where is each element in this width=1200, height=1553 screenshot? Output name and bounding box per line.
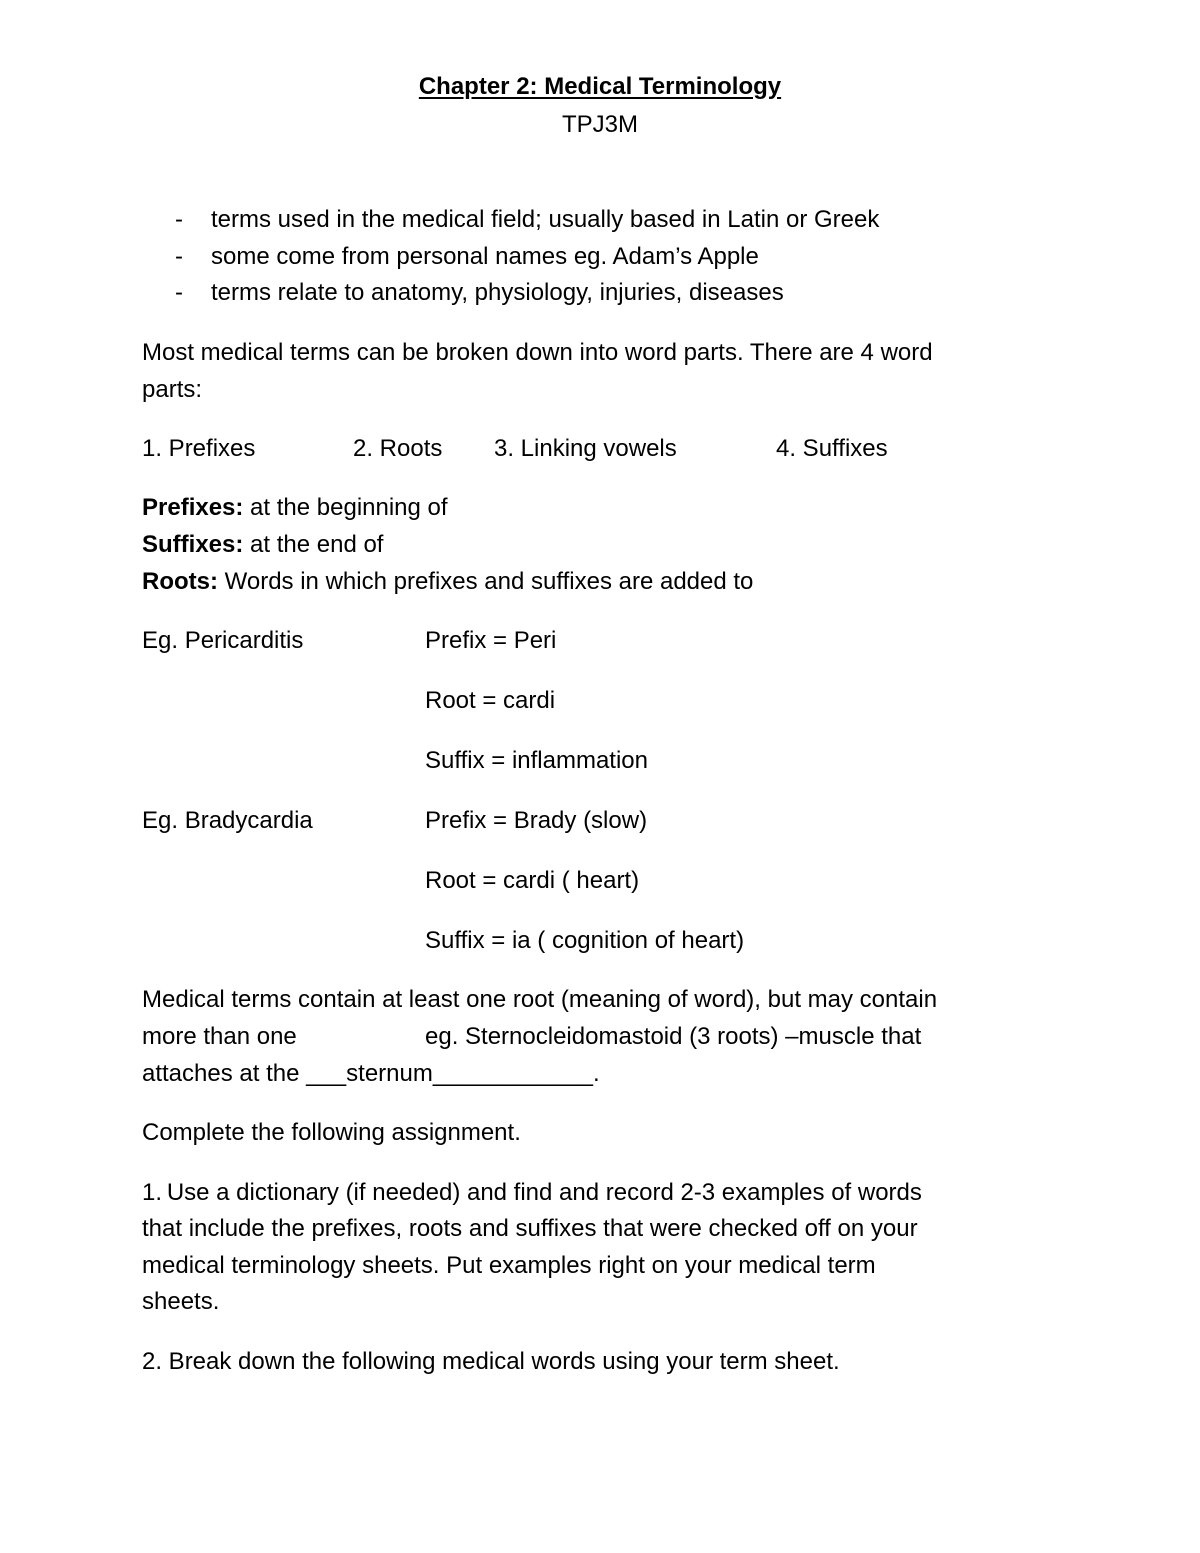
bullet-dash: - (175, 206, 183, 233)
example-part: Prefix = Peri (425, 627, 557, 654)
page-title: Chapter 2: Medical Terminology (418, 73, 782, 100)
definition-term: Suffixes: (142, 531, 244, 558)
word-part-item: 3. Linking vowels (494, 435, 677, 462)
definition-text: Words in which prefixes and suffixes are added to (217, 568, 754, 595)
bullet-item: some come from personal names eg. Adam’s Apple (211, 243, 759, 270)
definition-roots (142, 570, 753, 594)
definition-text: at the beginning of (243, 494, 448, 521)
roots-note-line: Medical terms contain at least one root (meaning of word), but may contain (142, 986, 938, 1013)
definition-text: at the end of (243, 531, 384, 558)
example-part: Suffix = ia ( cognition of heart) (425, 927, 745, 954)
assignment-item-1-line: sheets. (142, 1288, 220, 1315)
word-part-item: 1. Prefixes (142, 435, 256, 462)
assignment-intro: Complete the following assignment. (142, 1119, 521, 1146)
definition-suffixes (142, 533, 383, 557)
intro-line: parts: (142, 376, 203, 403)
bullet-item: terms used in the medical field; usually based in Latin or Greek (211, 206, 880, 233)
definition-prefixes (142, 496, 448, 520)
roots-note-line: attaches at the ___sternum____________. (142, 1060, 600, 1087)
assignment-item-2: 2. Break down the following medical words using your term sheet. (142, 1348, 840, 1375)
example-part: Prefix = Brady (slow) (425, 807, 648, 834)
course-code: TPJ3M (561, 111, 638, 138)
example-part: Suffix = inflammation (425, 747, 648, 774)
bullet-item: terms relate to anatomy, physiology, injuries, diseases (211, 279, 784, 306)
roots-note-line: eg. Sternocleidomastoid (3 roots) –muscle that (425, 1023, 922, 1050)
word-part-item: 2. Roots (353, 435, 443, 462)
example-part: Root = cardi (425, 687, 556, 714)
bullet-dash: - (175, 243, 183, 270)
roots-note-line: more than one (142, 1023, 297, 1050)
assignment-item-1-line: 1. Use a dictionary (if needed) and find and record 2-3 examples of words (142, 1179, 922, 1206)
intro-line: Most medical terms can be broken down into word parts. There are 4 word (142, 339, 933, 366)
example-label: Eg. Pericarditis (142, 627, 304, 654)
bullet-dash: - (175, 279, 183, 306)
example-part: Root = cardi ( heart) (425, 867, 640, 894)
assignment-item-1-line: that include the prefixes, roots and suffixes that were checked off on your (142, 1215, 918, 1242)
word-part-item: 4. Suffixes (776, 435, 888, 462)
definition-term: Roots: (142, 568, 218, 595)
definition-term: Prefixes: (142, 494, 244, 521)
example-label: Eg. Bradycardia (142, 807, 313, 834)
assignment-item-1-line: medical terminology sheets. Put examples right on your medical term (142, 1252, 876, 1279)
